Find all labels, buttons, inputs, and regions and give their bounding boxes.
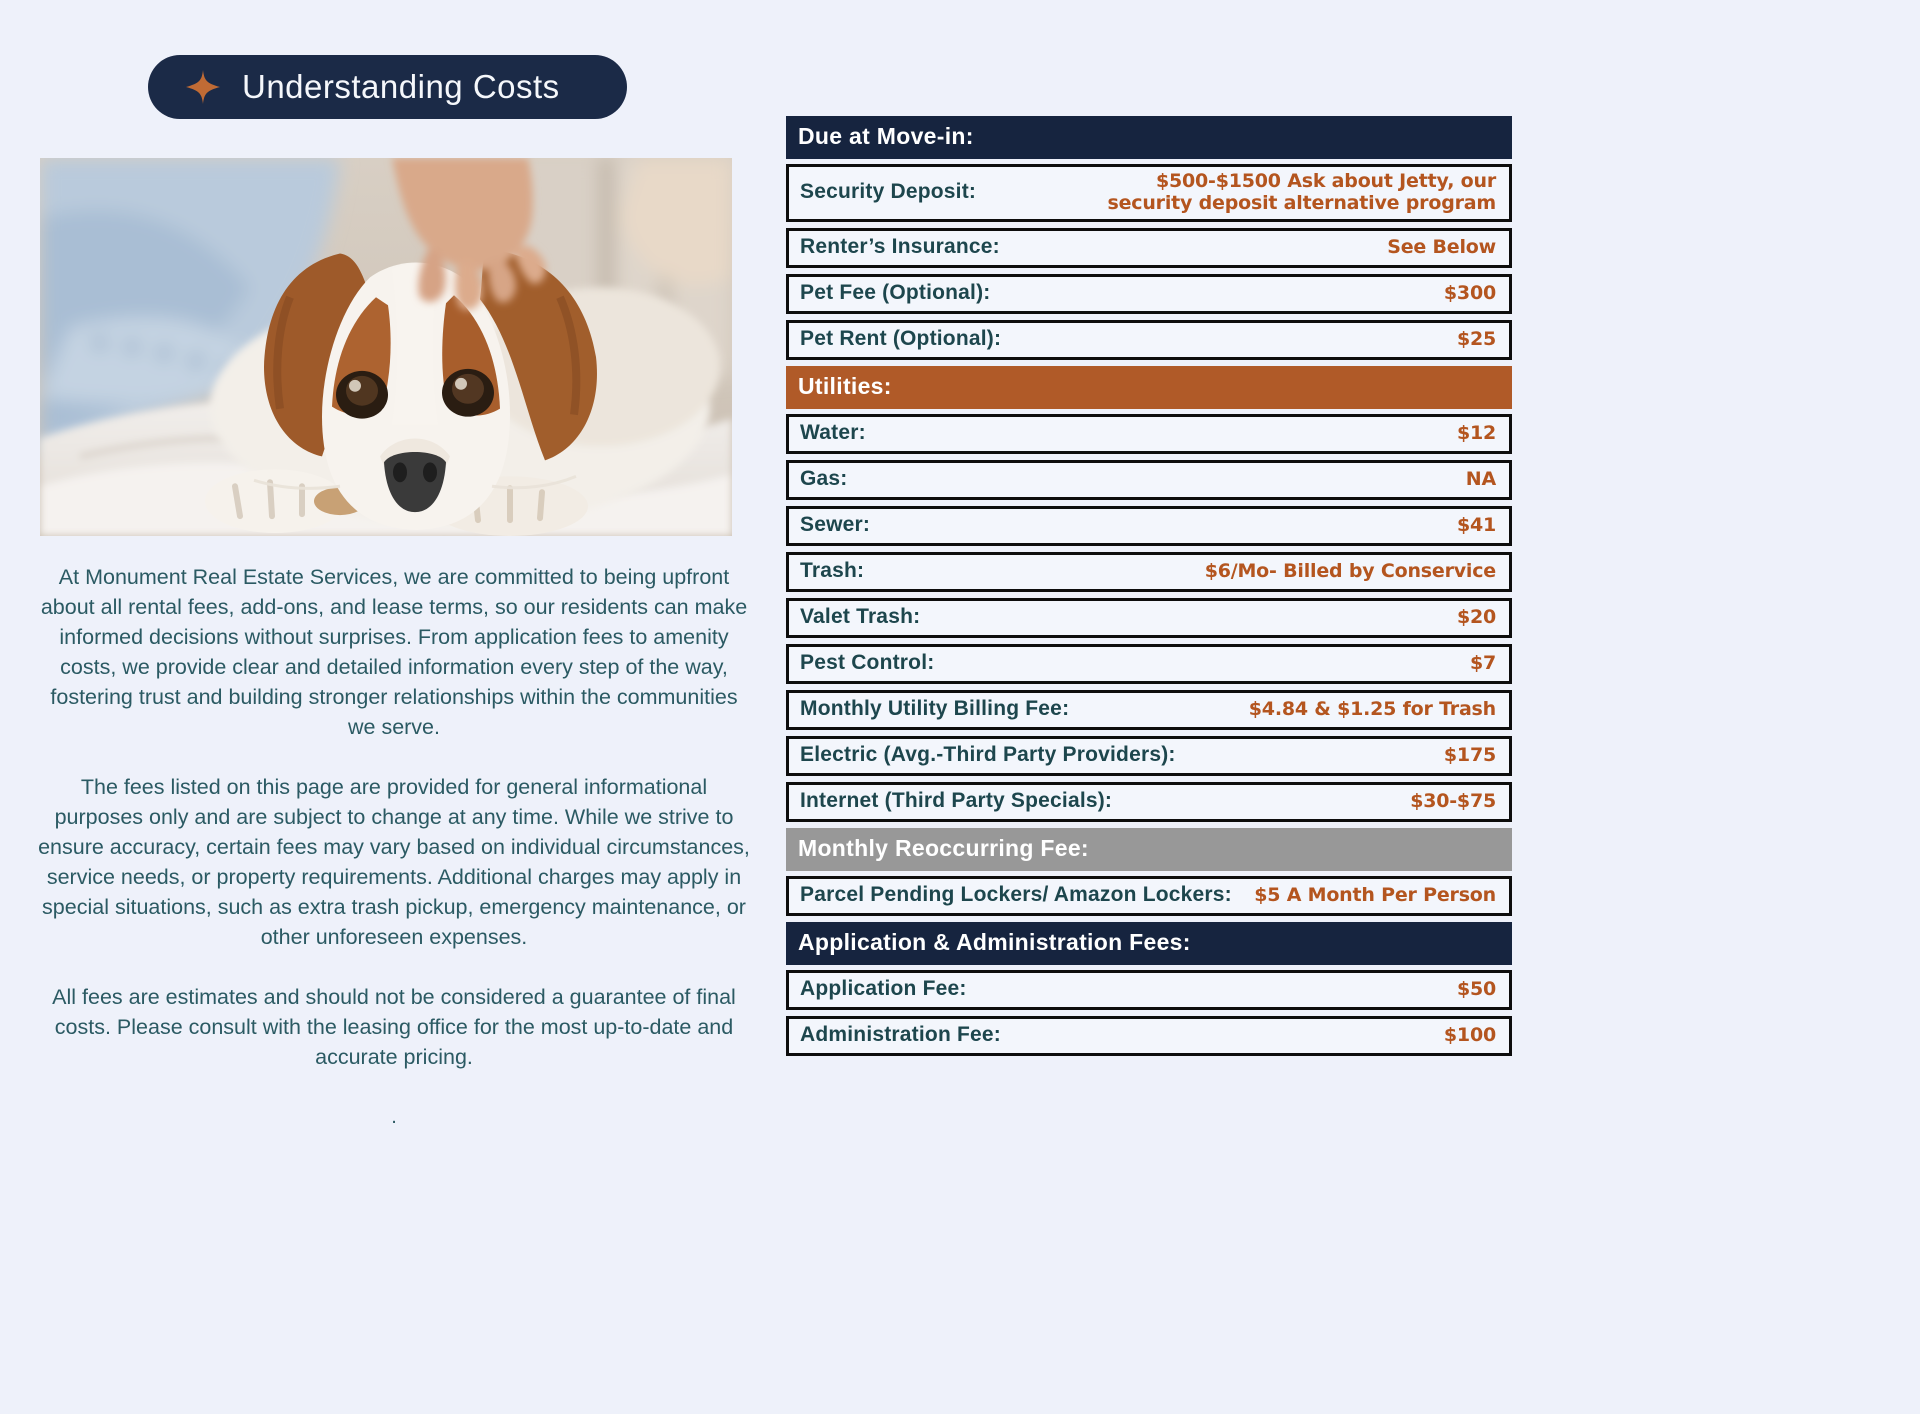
intro-paragraph-3: All fees are estimates and should not be considered a guarantee of final costs. Please consult with the leasing office for the most up-to-date and accurate pricing.: [52, 985, 736, 1069]
fee-row-value: $50: [1456, 978, 1496, 1000]
fee-row-label: Valet Trash:: [800, 605, 921, 628]
fee-row-label: Electric (Avg.-Third Party Providers):: [800, 743, 1176, 766]
fee-row-value: $500-$1500 Ask about Jetty, our security deposit alternative program: [1107, 170, 1496, 214]
fee-row-value: $100: [1443, 1024, 1496, 1046]
fee-row: [786, 690, 1512, 730]
dog-photo: [40, 158, 732, 536]
fee-row-label: Monthly Utility Billing Fee:: [800, 697, 1070, 720]
fee-row-label: Parcel Pending Lockers/ Amazon Lockers:: [800, 883, 1232, 906]
fee-row: [786, 598, 1512, 638]
fee-row: [786, 876, 1512, 916]
fee-row-value: $25: [1456, 328, 1496, 350]
fee-row-label: Sewer:: [800, 513, 871, 536]
fee-row-label: Pet Rent (Optional):: [800, 327, 1002, 350]
fee-row: [786, 552, 1512, 592]
fee-section-header-label: Utilities:: [798, 373, 892, 399]
fee-row-label: Internet (Third Party Specials):: [800, 789, 1113, 812]
fee-section-header-label: Application & Administration Fees:: [798, 929, 1191, 955]
fee-row-value: $300: [1443, 282, 1496, 304]
fee-row-value: $20: [1456, 606, 1496, 628]
fee-row: [786, 782, 1512, 822]
fee-row-value: $30-$75: [1410, 790, 1496, 812]
intro-paragraph-2: The fees listed on this page are provided for general informational purposes only and are subject to change at any time. While we strive to ensure accuracy, certain fees may vary based on individual circumstances, service needs, or property requirements. Additional charges may apply in special situations, such as extra trash pickup, emergency maintenance, or other unforeseen expenses.: [38, 775, 750, 949]
fee-row-label: Pest Control:: [800, 651, 935, 674]
fee-section-header-label: Due at Move-in:: [798, 123, 974, 149]
page-title: Understanding Costs: [242, 68, 560, 105]
fee-section-header: [786, 922, 1512, 965]
fee-row-value: $175: [1443, 744, 1496, 766]
fee-row-value: $6/Mo- Billed by Conservice: [1204, 560, 1496, 582]
fee-row: [786, 228, 1512, 268]
fee-row-label: Administration Fee:: [800, 1023, 1001, 1046]
intro-paragraph-1: At Monument Real Estate Services, we are committed to being upfront about all rental fees, add-ons, and lease terms, so our residents can make informed decisions without surprises. From application fees to amenity costs, we provide clear and detailed information every step of the way, fostering trust and building stronger relationships within the communities we serve.: [40, 565, 748, 739]
fee-row: [786, 274, 1512, 314]
fee-section-header-label: Monthly Reoccurring Fee:: [798, 835, 1089, 861]
intro-text-block: [38, 562, 750, 1132]
fee-section-header: [786, 828, 1512, 871]
fee-row: [786, 644, 1512, 684]
fee-row: [786, 320, 1512, 360]
fee-row-value: See Below: [1387, 236, 1496, 258]
fee-row-label: Security Deposit:: [800, 180, 977, 203]
fee-row: [786, 460, 1512, 500]
fee-row-value: NA: [1465, 468, 1496, 490]
fee-row-value: $4.84 & $1.25 for Trash: [1248, 698, 1496, 720]
fee-row-value: $12: [1456, 422, 1496, 444]
fee-row: [786, 164, 1512, 222]
trailing-dot: .: [391, 1106, 397, 1128]
fee-row: [786, 970, 1512, 1010]
fee-row-value: $5 A Month Per Person: [1254, 884, 1496, 906]
fee-row-label: Renter’s Insurance:: [800, 235, 1000, 258]
fee-row: [786, 736, 1512, 776]
fee-section-header: [786, 366, 1512, 409]
fee-row: [786, 1016, 1512, 1056]
fee-row-label: Trash:: [800, 559, 865, 582]
page-title-badge: [148, 55, 627, 119]
fee-row-value: $7: [1469, 652, 1496, 674]
fee-row-label: Gas:: [800, 467, 848, 490]
fee-row: [786, 414, 1512, 454]
fee-row-value: $41: [1456, 514, 1496, 536]
fee-row-label: Pet Fee (Optional):: [800, 281, 991, 304]
fee-section-header: [786, 116, 1512, 159]
fee-table: [786, 116, 1512, 1062]
fee-row-label: Application Fee:: [800, 977, 967, 1000]
fee-row: [786, 506, 1512, 546]
fee-row-label: Water:: [800, 421, 866, 444]
sparkle-icon: [186, 70, 220, 104]
